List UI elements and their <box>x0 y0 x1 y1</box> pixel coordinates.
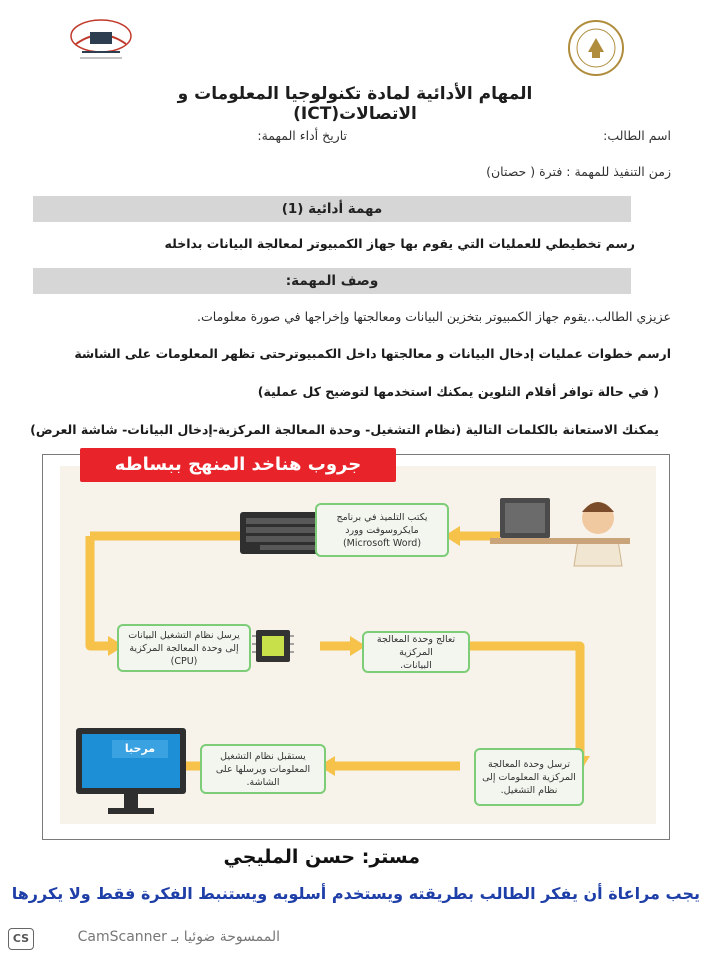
duration-label: زمن التنفيذ للمهمة : فترة ( حصتان) <box>486 164 671 179</box>
flow-node-2: تعالج وحدة المعالجة المركزية البيانات. <box>362 631 470 673</box>
description-heading-bar: وصف المهمة: <box>33 268 631 294</box>
camscanner-text: الممسوحة ضوئيا بـ CamScanner <box>77 929 280 945</box>
flow-node-1: يكتب التلميذ في برنامج مايكروسوفت وورد (Microsoft Word) <box>315 503 449 557</box>
ministry-seal-icon <box>566 18 626 78</box>
description-para-1: عزيزي الطالب..يقوم جهاز الكمبيوتر بتخزين البيانات ومعالجتها وإخراجها في صورة معلومات. <box>197 309 671 324</box>
document-title: المهام الأدائية لمادة تكنولوجيا المعلومات و الاتصالات(ICT) <box>177 84 533 124</box>
description-para-3: ( في حالة توافر أقلام التلوين يمكنك استخدمها لتوضيح كل عملية) <box>257 384 659 399</box>
task-heading-bar: مهمة أدائية (1) <box>33 196 631 222</box>
ministry-logo-left <box>62 14 140 70</box>
flow-node-3: يرسل نظام التشغيل البيانات إلى وحدة المعالجة المركزية (CPU) <box>117 624 251 672</box>
task-date-label: تاريخ أداء المهمة: <box>257 128 347 143</box>
student-name-label: اسم الطالب: <box>603 128 671 143</box>
author-name: مستر: حسن المليجي <box>223 846 420 868</box>
student-icon <box>490 498 630 566</box>
flow-node-4: ترسل وحدة المعالجة المركزية المعلومات إلى نظام التشغيل. <box>474 748 584 806</box>
footer-note: يجب مراعاة أن يفكر الطالب بطريقته ويستخدم أسلوبه ويستنبط الفكرة فقط ولا يكررها <box>11 884 700 903</box>
group-banner: جروب هناخد المنهج ببساطه <box>80 448 396 482</box>
flow-node-5: يستقبل نظام التشغيل المعلومات ويرسلها على الشاشة. <box>200 744 326 794</box>
description-para-4: يمكنك الاستعانة بالكلمات التالية (نظام التشغيل- وحدة المعالجة المركزية-إدخال البيانات- شاشة العرض) <box>30 422 659 437</box>
camscanner-logo-icon: CS <box>8 928 34 950</box>
task-text: رسم تخطيطي للعمليات التي يقوم بها جهاز الكمبيوتر لمعالجة البيانات بداخله <box>164 236 635 251</box>
cpu-chip-icon <box>252 630 294 662</box>
description-para-2: ارسم خطوات عمليات إدخال البيانات و معالجتها داخل الكمبيوترحتى تظهر المعلومات على الشاشة <box>74 346 671 361</box>
monitor-screen-text: مرحبا <box>112 740 168 758</box>
